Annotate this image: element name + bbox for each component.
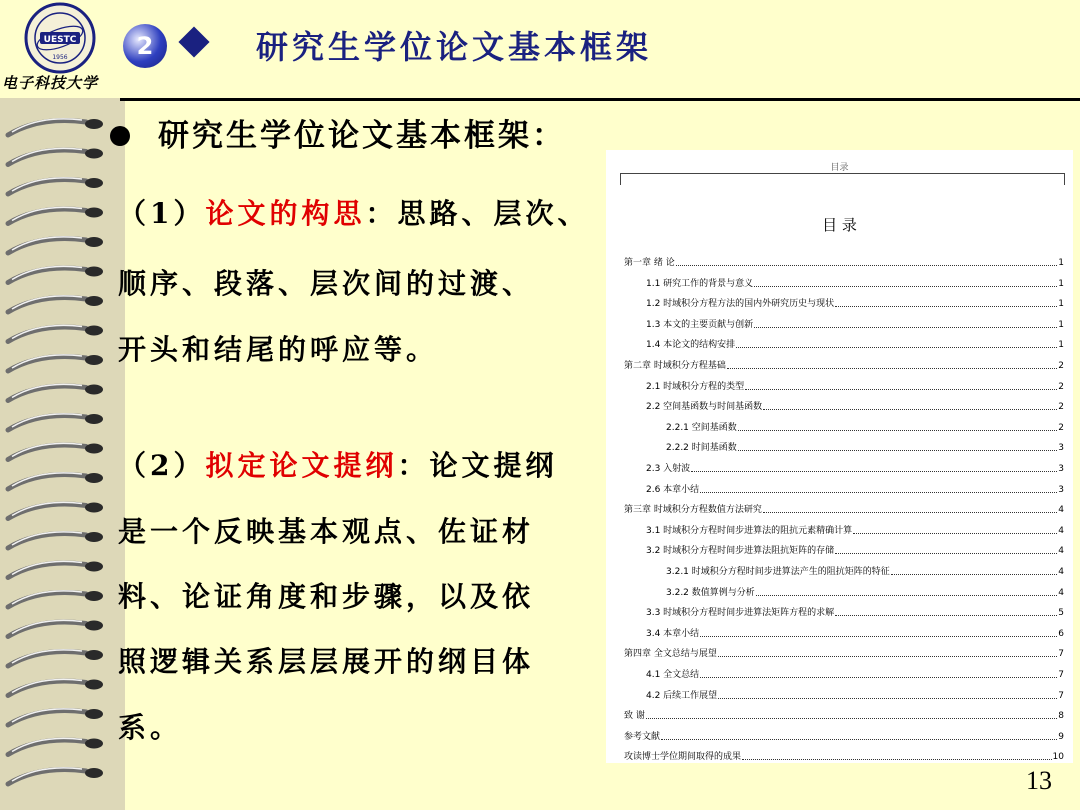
toc-entry-label: 2.6 本章小结 <box>646 484 700 495</box>
binding-hole <box>85 208 103 218</box>
binding-hole <box>85 237 103 247</box>
toc-entry-label: 4.2 后续工作展望 <box>646 690 718 701</box>
binding-hole <box>85 650 103 660</box>
toc-leader-dots <box>763 512 1057 513</box>
toc-entry-page: 7 <box>1058 690 1064 701</box>
toc-entry-label: 1.2 时域积分方程方法的国内外研究历史与现状 <box>646 299 835 310</box>
toc-entry-page: 10 <box>1052 752 1064 763</box>
toc-entry <box>624 619 1064 639</box>
toc-entry <box>624 681 1064 701</box>
logo-year: 1956 <box>52 54 68 61</box>
toc-entry-page: 1 <box>1058 258 1064 268</box>
binding-hole <box>85 119 103 129</box>
toc-leader-dots <box>700 636 1057 637</box>
toc-leader-dots <box>745 389 1057 390</box>
binding-hole <box>85 444 103 454</box>
toc-entry-page: 4 <box>1058 587 1064 598</box>
toc-entry-page: 2 <box>1058 361 1064 371</box>
toc-entry-label: 2.2.1 空间基函数 <box>666 422 737 433</box>
binding-hole <box>85 355 103 365</box>
binding-hole <box>85 178 103 188</box>
para1-line3: 开头和结尾的呼应等。 <box>118 333 439 366</box>
toc-leader-dots <box>738 450 1058 451</box>
binding-hole <box>85 532 103 542</box>
para2-rest: ：论文提纲 <box>397 449 558 482</box>
toc-leader-dots <box>891 574 1058 575</box>
toc-leader-dots <box>718 656 1057 657</box>
toc-entry-page: 3 <box>1058 464 1064 474</box>
toc-entry-label: 2.1 时域积分方程的类型 <box>646 381 745 392</box>
toc-leader-dots <box>691 471 1057 472</box>
toc-entry <box>624 310 1064 330</box>
toc-entry <box>624 639 1064 659</box>
toc-entry-label: 1.4 本论文的结构安排 <box>646 340 736 351</box>
toc-entry-label: 1.3 本文的主要贡献与创新 <box>646 319 754 330</box>
toc-entry-page: 2 <box>1058 402 1064 413</box>
toc-entry-label: 攻读博士学位期间取得的成果 <box>624 752 742 763</box>
toc-leader-dots <box>835 553 1057 554</box>
toc-entry <box>624 495 1064 515</box>
toc-entry-page: 1 <box>1058 340 1064 351</box>
toc-corner-mark-right <box>1064 173 1065 185</box>
toc-entry-page: 1 <box>1058 299 1064 310</box>
toc-header-rule <box>620 173 1065 174</box>
toc-entry-page: 3 <box>1058 443 1064 454</box>
toc-entry-page: 3 <box>1058 484 1064 495</box>
toc-entry <box>624 289 1064 309</box>
slide-title: 研究生学位论文基本框架 <box>256 28 653 66</box>
bullet-heading: 研究生学位论文基本框架： <box>158 118 566 154</box>
toc-entry-label: 第一章 绪 论 <box>624 258 675 268</box>
page-number: 13 <box>1026 766 1052 795</box>
toc-leader-dots <box>835 306 1057 307</box>
toc-leader-dots <box>736 347 1057 348</box>
toc-entry <box>624 269 1064 289</box>
toc-leader-dots <box>835 615 1057 616</box>
toc-entry-label: 3.3 时域积分方程时间步进算法矩阵方程的求解 <box>646 608 835 619</box>
para1-line1 <box>118 192 590 232</box>
toc-leader-dots <box>727 368 1057 369</box>
toc-leader-dots <box>718 698 1057 699</box>
binding-hole <box>85 326 103 336</box>
toc-entry-label: 2.3 入射波 <box>646 464 691 474</box>
binding-hole <box>85 267 103 277</box>
toc-entry-page: 4 <box>1058 525 1064 536</box>
toc-entry-label: 4.1 全文总结 <box>646 670 700 680</box>
para2-prefix: （2） <box>118 449 206 482</box>
toc-entry-page: 1 <box>1058 319 1064 330</box>
logo-text: UESTC <box>43 35 77 45</box>
toc-entry-label: 参考文献 <box>624 731 661 742</box>
toc-leader-dots <box>754 286 1057 287</box>
toc-entry <box>624 475 1064 495</box>
toc-entry <box>624 536 1064 556</box>
toc-image <box>606 150 1073 763</box>
toc-entry <box>624 701 1064 721</box>
toc-entry-page: 6 <box>1058 628 1064 639</box>
toc-entry <box>624 454 1064 474</box>
binding-hole <box>85 621 103 631</box>
toc-entry-label: 3.2 时域积分方程时间步进算法阻抗矩阵的存储 <box>646 546 835 557</box>
toc-entry-label: 2.2 空间基函数与时间基函数 <box>646 402 763 413</box>
toc-leader-dots <box>646 718 1057 719</box>
toc-entry-page: 7 <box>1058 670 1064 680</box>
toc-entry <box>624 372 1064 392</box>
toc-entry-label: 1.1 研究工作的背景与意义 <box>646 278 754 289</box>
toc-entry <box>624 248 1064 268</box>
spiral-binding-rings <box>0 112 120 802</box>
toc-entry-page: 2 <box>1058 422 1064 433</box>
toc-entry-label: 第三章 时域积分方程数值方法研究 <box>624 505 762 516</box>
para2-line3: 料、论证角度和步骤，以及依 <box>118 580 535 613</box>
binding-hole <box>85 680 103 690</box>
toc-entry <box>624 433 1064 453</box>
toc-entry-page: 7 <box>1058 649 1064 660</box>
diamond-icon <box>178 26 209 57</box>
toc-leader-dots <box>661 739 1057 740</box>
toc-entry <box>624 742 1064 762</box>
toc-entry-label: 第四章 全文总结与展望 <box>624 649 717 660</box>
para1-highlight: 论文的构思 <box>205 197 366 230</box>
para1-rest: ：思路、层次、 <box>365 197 590 230</box>
toc-entry <box>624 722 1064 742</box>
binding-hole <box>85 414 103 424</box>
toc-corner-mark-left <box>620 173 621 185</box>
toc-leader-dots <box>738 430 1058 431</box>
section-number-badge: 2 <box>123 24 167 68</box>
toc-entry-label: 3.2.2 数值算例与分析 <box>666 587 755 598</box>
toc-entry-page: 5 <box>1058 608 1064 619</box>
para2-line1 <box>118 444 558 484</box>
toc-entry <box>624 578 1064 598</box>
toc-entry-label: 第二章 时域积分方程基础 <box>624 361 726 371</box>
toc-entry-page: 4 <box>1058 505 1064 516</box>
toc-entry <box>624 660 1064 680</box>
binding-hole <box>85 296 103 306</box>
binding-hole <box>85 739 103 749</box>
para2-line5: 系。 <box>118 711 183 744</box>
toc-entry-label: 2.2.2 时间基函数 <box>666 443 737 454</box>
toc-entry-page: 1 <box>1058 278 1064 289</box>
bullet-icon <box>110 126 130 146</box>
toc-leader-dots <box>756 595 1058 596</box>
toc-entry-label: 3.2.1 时域积分方程时间步进算法产生的阻抗矩阵的特征 <box>666 567 890 577</box>
toc-entry-label: 致 谢 <box>624 711 645 722</box>
binding-hole <box>85 768 103 778</box>
toc-page-header: 目录 <box>830 163 849 173</box>
binding-hole <box>85 709 103 719</box>
binding-hole <box>85 591 103 601</box>
toc-title: 目 录 <box>822 216 857 234</box>
university-name: 电子科技大学 <box>2 74 99 92</box>
university-logo <box>22 2 98 74</box>
toc-entry <box>624 330 1064 350</box>
toc-entry-page: 4 <box>1058 567 1064 577</box>
toc-leader-dots <box>676 265 1058 266</box>
para2-highlight: 拟定论文提纲 <box>205 449 398 482</box>
toc-leader-dots <box>700 492 1057 493</box>
toc-entry-page: 9 <box>1058 731 1064 742</box>
binding-hole <box>85 562 103 572</box>
toc-entry-label: 3.1 时域积分方程时间步进算法的阻抗元素精确计算 <box>646 525 853 536</box>
binding-hole <box>85 385 103 395</box>
para1-line2: 顺序、段落、层次间的过渡、 <box>118 267 535 300</box>
toc-leader-dots <box>853 533 1057 534</box>
toc-entry-label: 3.4 本章小结 <box>646 628 700 639</box>
header-divider <box>120 98 1080 101</box>
toc-entry-page: 8 <box>1058 711 1064 722</box>
toc-leader-dots <box>700 677 1057 678</box>
toc-leader-dots <box>742 759 1052 760</box>
toc-leader-dots <box>763 409 1057 410</box>
binding-hole <box>85 473 103 483</box>
toc-entry <box>624 351 1064 371</box>
toc-entry <box>624 392 1064 412</box>
para1-prefix: （1） <box>118 197 206 230</box>
toc-entry <box>624 557 1064 577</box>
toc-entry-page: 4 <box>1058 546 1064 557</box>
para2-line2: 是一个反映基本观点、佐证材 <box>118 515 535 548</box>
toc-entry-page: 2 <box>1058 381 1064 392</box>
toc-leader-dots <box>754 327 1057 328</box>
toc-entry <box>624 516 1064 536</box>
para2-line4: 照逻辑关系层层展开的纲目体 <box>118 645 535 678</box>
toc-entry <box>624 413 1064 433</box>
binding-hole <box>85 503 103 513</box>
binding-hole <box>85 149 103 159</box>
toc-entry <box>624 598 1064 618</box>
